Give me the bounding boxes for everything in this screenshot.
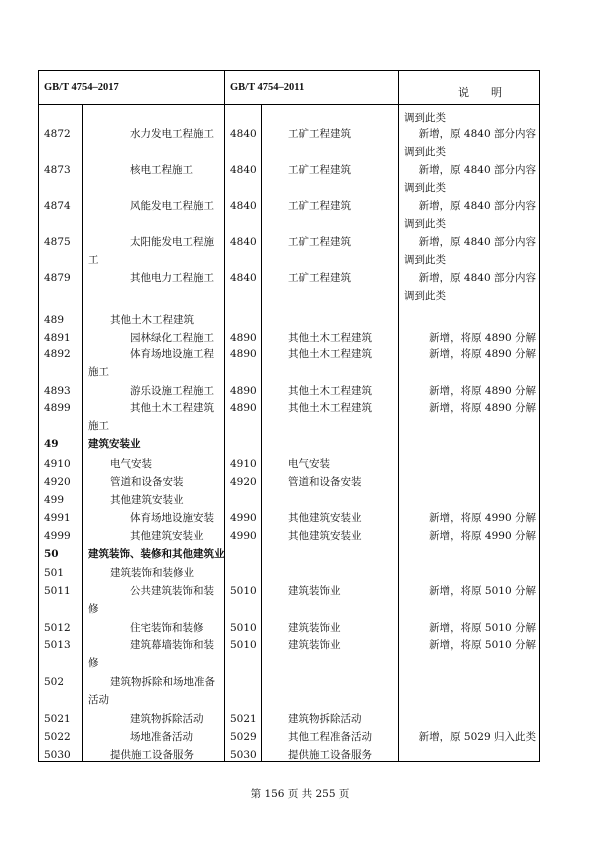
row-code: 4892 — [44, 348, 71, 360]
row-code: 5021 — [44, 713, 71, 725]
row-old-name: 其他土木工程建筑 — [288, 348, 372, 360]
row-old-name: 工矿工程建筑 — [288, 200, 351, 212]
row-name: 施工 — [88, 366, 109, 378]
row-name: 体育场地设施工程 — [130, 348, 214, 360]
row-old-code: 4890 — [230, 348, 257, 360]
row-name: 建筑物拆除活动 — [130, 713, 204, 725]
row-code: 4873 — [44, 164, 71, 176]
row-old-name: 其他工程准备活动 — [288, 731, 372, 743]
classification-table — [38, 70, 540, 762]
row-old-name: 建筑装饰业 — [288, 622, 341, 634]
row-note: 调到此类 — [404, 146, 446, 158]
row-old-name: 电气安装 — [288, 458, 330, 470]
row-name: 其他电力工程施工 — [130, 272, 214, 284]
header-bottom-border — [38, 104, 540, 105]
row-name: 核电工程施工 — [130, 164, 193, 176]
page-footer: 第 156 页 共 255 页 — [250, 788, 350, 800]
row-name: 修 — [88, 603, 99, 615]
row-name: 活动 — [88, 694, 109, 706]
row-name: 太阳能发电工程施 — [130, 236, 214, 248]
row-name: 其他土木工程建筑 — [110, 314, 194, 326]
table-right-border — [539, 70, 540, 762]
row-name: 施工 — [88, 420, 109, 432]
row-note: 新增，原 4840 部分内容 — [418, 272, 536, 284]
row-code: 501 — [44, 567, 65, 579]
column-divider-old-code — [261, 105, 262, 761]
row-old-code: 4890 — [230, 402, 257, 414]
row-name: 提供施工设备服务 — [110, 749, 194, 761]
row-code: 4910 — [44, 458, 71, 470]
row-code: 5022 — [44, 731, 71, 743]
row-old-code: 5010 — [230, 585, 257, 597]
row-old-code: 4920 — [230, 476, 257, 488]
row-code: 4893 — [44, 385, 71, 397]
column-divider-note — [398, 70, 399, 762]
row-code: 5011 — [44, 585, 71, 597]
row-old-name: 工矿工程建筑 — [288, 272, 351, 284]
row-code: 5012 — [44, 622, 71, 634]
row-code: 4920 — [44, 476, 71, 488]
row-note: 新增，原 5029 归入此类 — [418, 731, 536, 743]
header-new-standard: GB/T 4754–2017 — [44, 82, 119, 93]
header-old-standard: GB/T 4754–2011 — [230, 82, 305, 93]
row-old-code: 5021 — [230, 713, 257, 725]
row-code: 5030 — [44, 749, 71, 761]
row-code: 4991 — [44, 512, 71, 524]
row-name: 建筑物拆除和场地准备 — [110, 676, 215, 688]
row-old-name: 工矿工程建筑 — [288, 128, 351, 140]
table-bottom-border — [38, 761, 540, 762]
row-note: 新增，将原 4890 分解 — [429, 402, 536, 414]
row-code: 4899 — [44, 402, 71, 414]
table-left-border — [38, 70, 39, 762]
row-note: 新增，原 4840 部分内容 — [418, 236, 536, 248]
row-code: 4879 — [44, 272, 71, 284]
row-old-code: 4840 — [230, 128, 257, 140]
row-code: 5013 — [44, 639, 71, 651]
row-name: 其他建筑安装业 — [110, 494, 184, 506]
row-name: 修 — [88, 657, 99, 669]
row-name: 建筑幕墙装饰和装 — [130, 639, 214, 651]
row-old-name: 工矿工程建筑 — [288, 164, 351, 176]
row-code: 4891 — [44, 332, 71, 344]
row-old-name: 管道和设备安装 — [288, 476, 362, 488]
row-old-code: 4910 — [230, 458, 257, 470]
row-name: 建筑装饰、装修和其他建筑业 — [88, 548, 225, 560]
row-old-code: 4840 — [230, 272, 257, 284]
row-old-code: 4840 — [230, 164, 257, 176]
row-code: 4999 — [44, 530, 71, 542]
row-old-code: 4840 — [230, 200, 257, 212]
row-note: 新增，原 4840 部分内容 — [418, 128, 536, 140]
row-name: 场地准备活动 — [130, 731, 193, 743]
row-name: 管道和设备安装 — [110, 476, 184, 488]
row-name: 建筑装饰和装修业 — [110, 567, 194, 579]
row-old-name: 建筑装饰业 — [288, 585, 341, 597]
row-old-name: 其他土木工程建筑 — [288, 385, 372, 397]
row-old-code: 4990 — [230, 530, 257, 542]
row-note: 调到此类 — [404, 254, 446, 266]
row-code: 49 — [44, 438, 59, 450]
row-old-code: 5010 — [230, 639, 257, 651]
row-old-code: 5029 — [230, 731, 257, 743]
row-code: 4875 — [44, 236, 71, 248]
row-note: 新增，将原 5010 分解 — [429, 622, 536, 634]
row-note: 调到此类 — [404, 290, 446, 302]
row-note: 调到此类 — [404, 182, 446, 194]
row-name: 住宅装饰和装修 — [130, 622, 204, 634]
row-old-code: 5010 — [230, 622, 257, 634]
row-old-name: 建筑物拆除活动 — [288, 713, 362, 725]
row-code: 502 — [44, 676, 65, 688]
row-name: 其他土木工程建筑 — [130, 402, 214, 414]
row-name: 风能发电工程施工 — [130, 200, 214, 212]
row-old-code: 4890 — [230, 385, 257, 397]
row-code: 499 — [44, 494, 65, 506]
header-note: 说明 — [458, 86, 524, 99]
table-top-border — [38, 70, 540, 71]
row-note: 新增，原 4840 部分内容 — [418, 164, 536, 176]
row-old-name: 工矿工程建筑 — [288, 236, 351, 248]
row-old-code: 5030 — [230, 749, 257, 761]
row-name: 工 — [88, 254, 99, 266]
row-old-code: 4990 — [230, 512, 257, 524]
row-name: 水力发电工程施工 — [130, 128, 214, 140]
row-name: 园林绿化工程施工 — [130, 332, 214, 344]
row-name: 电气安装 — [110, 458, 152, 470]
row-code: 50 — [44, 548, 59, 560]
row-old-name: 其他建筑安装业 — [288, 530, 362, 542]
row-note: 调到此类 — [404, 218, 446, 230]
row-code: 4874 — [44, 200, 71, 212]
row-note: 调到此类 — [404, 112, 446, 124]
row-note: 新增，将原 5010 分解 — [429, 585, 536, 597]
column-divider-old — [224, 70, 225, 762]
row-name: 体育场地设施安装 — [130, 512, 214, 524]
row-note: 新增，原 4840 部分内容 — [418, 200, 536, 212]
row-note: 新增，将原 4890 分解 — [429, 348, 536, 360]
row-old-name: 建筑装饰业 — [288, 639, 341, 651]
row-code: 4872 — [44, 128, 71, 140]
row-name: 公共建筑装饰和装 — [130, 585, 214, 597]
row-note: 新增，将原 5010 分解 — [429, 639, 536, 651]
row-note: 新增，将原 4890 分解 — [429, 385, 536, 397]
row-old-name: 其他土木工程建筑 — [288, 332, 372, 344]
row-note: 新增，将原 4990 分解 — [429, 530, 536, 542]
column-divider-new-code — [82, 105, 83, 761]
row-old-name: 其他土木工程建筑 — [288, 402, 372, 414]
row-old-name: 其他建筑安装业 — [288, 512, 362, 524]
row-name: 建筑安装业 — [88, 438, 141, 450]
row-note: 新增，将原 4990 分解 — [429, 512, 536, 524]
row-old-name: 提供施工设备服务 — [288, 749, 372, 761]
row-name: 游乐设施工程施工 — [130, 385, 214, 397]
row-code: 489 — [44, 314, 65, 326]
row-old-code: 4890 — [230, 332, 257, 344]
row-old-code: 4840 — [230, 236, 257, 248]
row-name: 其他建筑安装业 — [130, 530, 204, 542]
row-note: 新增，将原 4890 分解 — [429, 332, 536, 344]
